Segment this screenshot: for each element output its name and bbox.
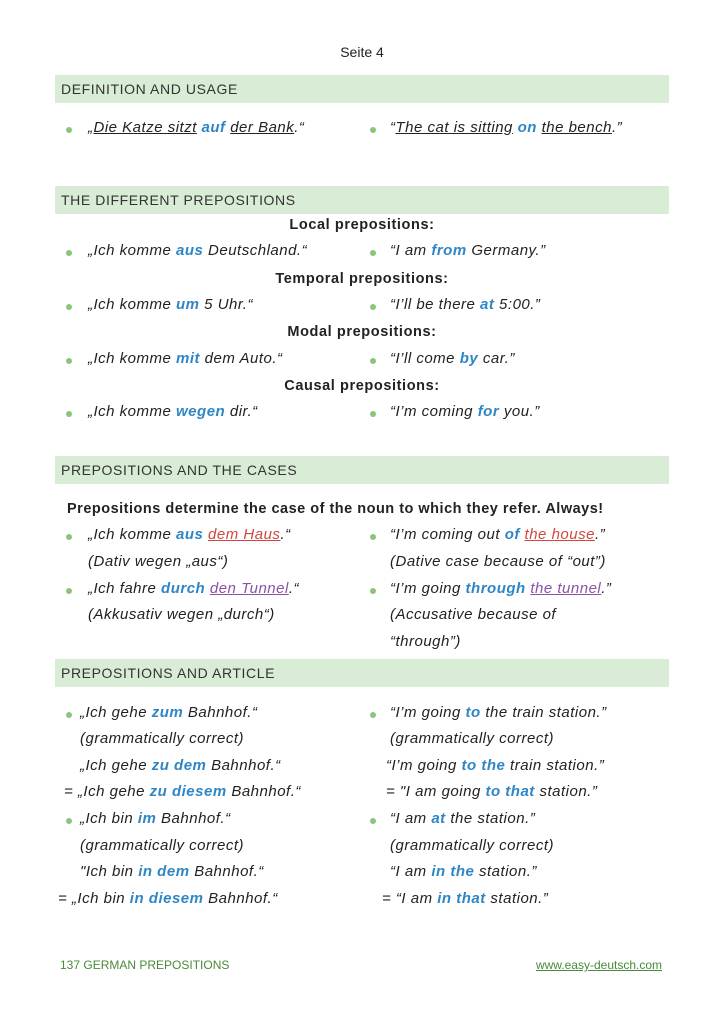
footer-website-link[interactable]: www.easy-deutsch.com <box>535 958 662 972</box>
footer-title: 137 GERMAN PREPOSITIONS <box>60 958 230 972</box>
bullet-icon <box>66 304 72 310</box>
cases-example2-en: “I’m going through the tunnel.” <box>390 580 612 597</box>
article-en-line7: “I am in the station.” <box>390 863 537 880</box>
subheading-modal: Modal prepositions: <box>287 324 437 340</box>
modal-example-en: “I’ll come by car.” <box>390 350 515 367</box>
bullet-icon <box>370 358 376 364</box>
page-number: Seite 4 <box>340 44 384 60</box>
bullet-icon <box>370 250 376 256</box>
bullet-icon <box>66 358 72 364</box>
cases-intro: Prepositions determine the case of the noun to which they refer. Always! <box>67 501 604 517</box>
article-de-line8: = „Ich bin in diesem Bahnhof.“ <box>58 890 278 907</box>
definition-example-de: „Die Katze sitzt auf der Bank.“ <box>88 119 305 136</box>
subheading-temporal: Temporal prepositions: <box>275 271 449 287</box>
article-en-line6: (grammatically correct) <box>390 837 555 854</box>
article-de-line3: „Ich gehe zu dem Bahnhof.“ <box>80 757 281 774</box>
subheading-causal: Causal prepositions: <box>284 378 440 394</box>
cases-example1-en: “I’m coming out of the house.” <box>390 526 606 543</box>
causal-example-en: “I’m coming for you.” <box>390 403 540 420</box>
causal-example-de: „Ich komme wegen dir.“ <box>88 403 258 420</box>
article-de-line6: (grammatically correct) <box>80 837 245 854</box>
bullet-icon <box>66 127 72 133</box>
article-de-line2: (grammatically correct) <box>80 730 245 747</box>
article-en-line4: = "I am going to that station.” <box>386 783 598 800</box>
bullet-icon <box>66 411 72 417</box>
section-header-different-prepositions: THE DIFFERENT PREPOSITIONS <box>55 186 669 214</box>
cases-example1-de: „Ich komme aus dem Haus.“ <box>88 526 291 543</box>
bullet-icon <box>370 712 376 718</box>
bullet-icon <box>66 818 72 824</box>
article-de-line4: = „Ich gehe zu diesem Bahnhof.“ <box>64 783 301 800</box>
definition-example-en: “The cat is sitting on the bench.” <box>390 119 623 136</box>
bullet-icon <box>370 127 376 133</box>
article-de-line1: „Ich gehe zum Bahnhof.“ <box>80 704 258 721</box>
bullet-icon <box>370 818 376 824</box>
section-header-definition: DEFINITION AND USAGE <box>55 75 669 103</box>
cases-example2-de: „Ich fahre durch den Tunnel.“ <box>88 580 299 597</box>
bullet-icon <box>66 534 72 540</box>
article-en-line3: “I’m going to the train station.” <box>386 757 605 774</box>
bullet-icon <box>370 304 376 310</box>
section-header-cases: PREPOSITIONS AND THE CASES <box>55 456 669 484</box>
article-de-line5: „Ich bin im Bahnhof.“ <box>80 810 231 827</box>
cases-example2-de-note: (Akkusativ wegen „durch“) <box>88 606 275 623</box>
bullet-icon <box>370 588 376 594</box>
bullet-icon <box>66 712 72 718</box>
article-en-line2: (grammatically correct) <box>390 730 555 747</box>
article-de-line7: "Ich bin in dem Bahnhof.“ <box>80 863 264 880</box>
bullet-icon <box>66 250 72 256</box>
article-en-line1: “I’m going to the train station.” <box>390 704 607 721</box>
cases-example2-en-note-cont: “through”) <box>390 633 461 650</box>
article-en-line5: “I am at the station.” <box>390 810 536 827</box>
subheading-local: Local prepositions: <box>289 217 435 233</box>
cases-example2-en-note: (Accusative because of <box>390 606 557 623</box>
temporal-example-de: „Ich komme um 5 Uhr.“ <box>88 296 253 313</box>
cases-example1-de-note: (Dativ wegen „aus“) <box>88 553 229 570</box>
local-example-de: „Ich komme aus Deutschland.“ <box>88 242 308 259</box>
temporal-example-en: “I’ll be there at 5:00.” <box>390 296 541 313</box>
article-en-line8: = “I am in that station.” <box>382 890 549 907</box>
bullet-icon <box>370 411 376 417</box>
cases-example1-en-note: (Dative case because of “out”) <box>390 553 606 570</box>
modal-example-de: „Ich komme mit dem Auto.“ <box>88 350 283 367</box>
bullet-icon <box>370 534 376 540</box>
local-example-en: “I am from Germany.” <box>390 242 546 259</box>
bullet-icon <box>66 588 72 594</box>
section-header-article: PREPOSITIONS AND ARTICLE <box>55 659 669 687</box>
